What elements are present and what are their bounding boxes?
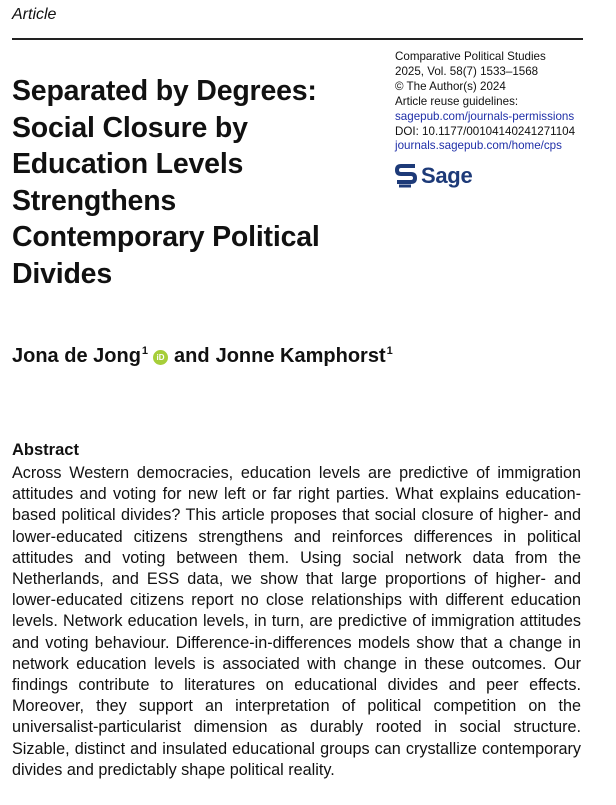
journal-home-link[interactable]: journals.sagepub.com/home/cps	[395, 139, 562, 153]
copyright-line: © The Author(s) 2024	[395, 79, 506, 93]
author-name: Jonne Kamphorst	[215, 345, 386, 367]
article-type-label: Article	[12, 6, 57, 23]
reuse-label: Article reuse guidelines:	[395, 94, 519, 108]
abstract-heading: Abstract	[12, 441, 79, 459]
sage-s-icon	[395, 163, 417, 189]
abstract-text: Across Western democracies, education levels are predictive of immigration attitudes and voting for new left or far right parties. What explains education-based political divides? This article proposes that social closure of higher- and lower-educated citizens strengthens and reinforces differences in political attitudes and voting between them. Using social network data from the Netherlands, and ESS data, we show that large proportions of higher- and lower-educated citizens report no close relationships with different education levels. Network education levels, in turn, are predictive of immigration attitudes and voting behaviour. Difference-in-differences models show that a change in network education levels is associated with change in these outcomes. Our findings contribute to literatures on educational divides and peer effects. Moreover, they support an interpretation of political competition on the universalist-particularist dimension as durably rooted in social structure. Sizable, distinct and insulated educational groups can crystallize contemporary divides and predictably shape political reality.	[12, 464, 581, 779]
author-line	[12, 345, 393, 368]
affiliation-marker: 1	[141, 345, 149, 357]
reuse-link[interactable]: sagepub.com/journals-permissions	[395, 109, 575, 123]
journal-info	[395, 50, 610, 154]
doi-line: DOI: 10.1177/00104140241271104	[395, 124, 576, 138]
journal-volume: 2025, Vol. 58(7) 1533–1568	[395, 64, 539, 78]
author-connector: and	[174, 345, 210, 367]
author-name: Jona de Jong	[12, 345, 141, 367]
sage-logo[interactable]	[395, 162, 472, 190]
journal-name: Comparative Political Studies	[395, 50, 546, 63]
affiliation-marker: 1	[386, 345, 393, 357]
article-title: Separated by Degrees: Social Closure by Education Levels Strengthens Contemporary Political Divides	[12, 75, 320, 290]
sage-wordmark: Sage	[421, 163, 473, 188]
header-rule	[12, 38, 583, 40]
orcid-icon[interactable]: iD	[153, 350, 168, 365]
